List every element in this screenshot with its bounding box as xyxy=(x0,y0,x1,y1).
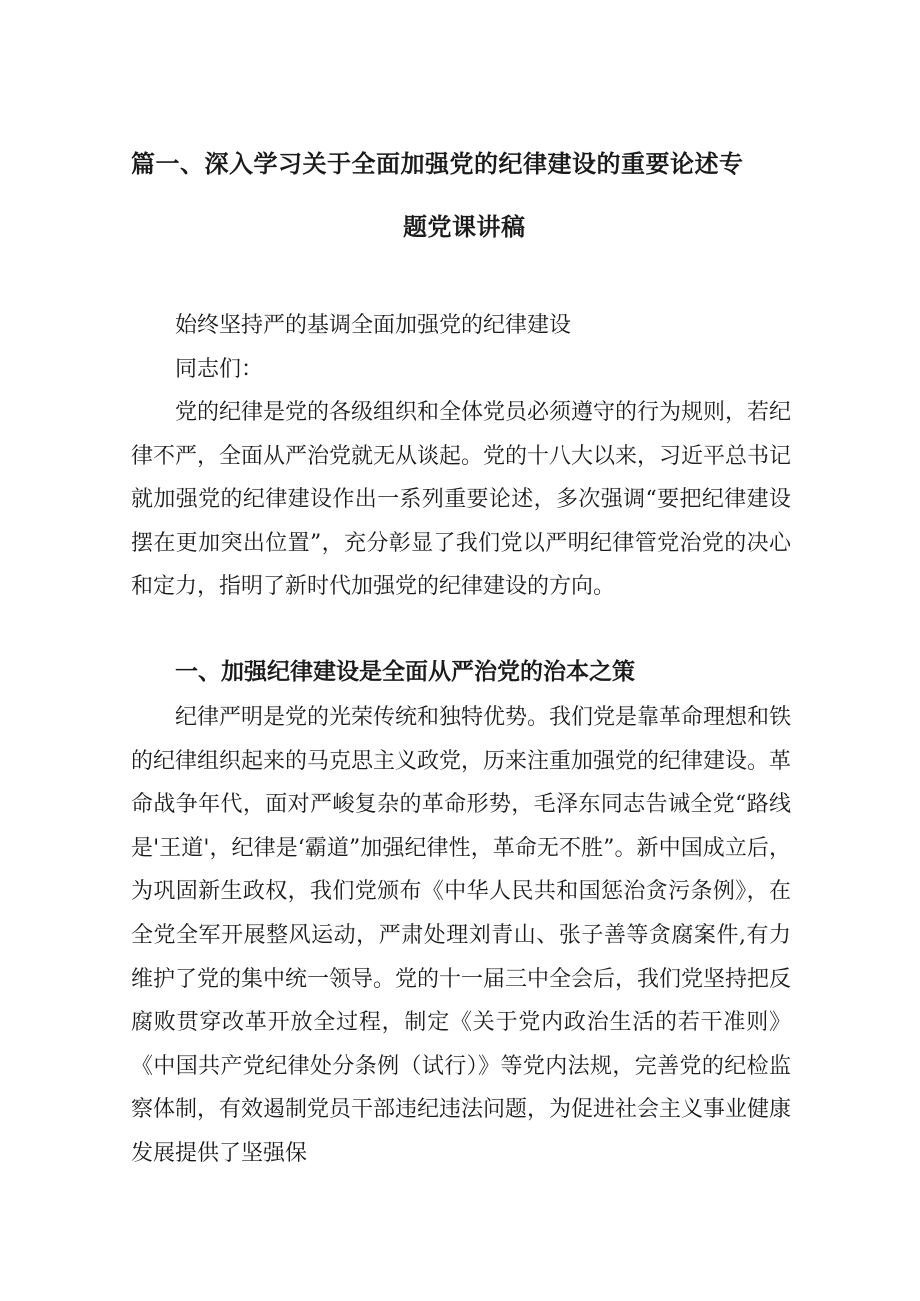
section-heading-1: 一、加强纪律建设是全面从严治党的治本之策 xyxy=(175,659,635,685)
document-subtitle: 始终坚持严的基调全面加强党的纪律建设 xyxy=(175,313,572,338)
paragraph-2: 纪律严明是党的光荣传统和独特优势。我们党是靠革命理想和铁的纪律组织起来的马克思主义政党，历来注重加强党的纪律建设。革命战争年代，面对严峻复杂的革命形势，毛泽东同志告诫全党“路线是'王道'，纪律是‘霸道”加强纪律性，革命无不胜”。新中国成立后，为巩固新生政权，我们党颁布《中华人民共和国惩治贪污条例》，在全党全军开展整风运动，严肃处理刘青山、张子善等贪腐案件,有力维护了党的集中统一领导。党的十一届三中全会后，我们党坚持把反腐败贯穿改革开放全过程，制定《关于党内政治生活的若干准则》《中国共产党纪律处分条例（试行）》等党内法规，完善党的纪检监察体制，有效遏制党员干部违纪违法问题，为促进社会主义事业健康发展提供了坚强保 xyxy=(131,705,792,1166)
paragraph-1: 党的纪律是党的各级组织和全体党员必须遵守的行为规则，若纪律不严，全面从严治党就无从谈起。党的十八大以来，习近平总书记就加强党的纪律建设作出一系列重要论述，多次强调“要把纪律建设摆在更加突出位置”，充分彰显了我们党以严明纪律管党治党的决心和定力，指明了新时代加强党的纪律建设的方向。 xyxy=(131,400,792,600)
salutation: 同志们： xyxy=(175,357,264,382)
document-title-line-2: 题党课讲稿 xyxy=(403,213,526,241)
document-title-line-1: 篇一、深入学习关于全面加强党的纪律建设的重要论述专 xyxy=(131,150,744,178)
